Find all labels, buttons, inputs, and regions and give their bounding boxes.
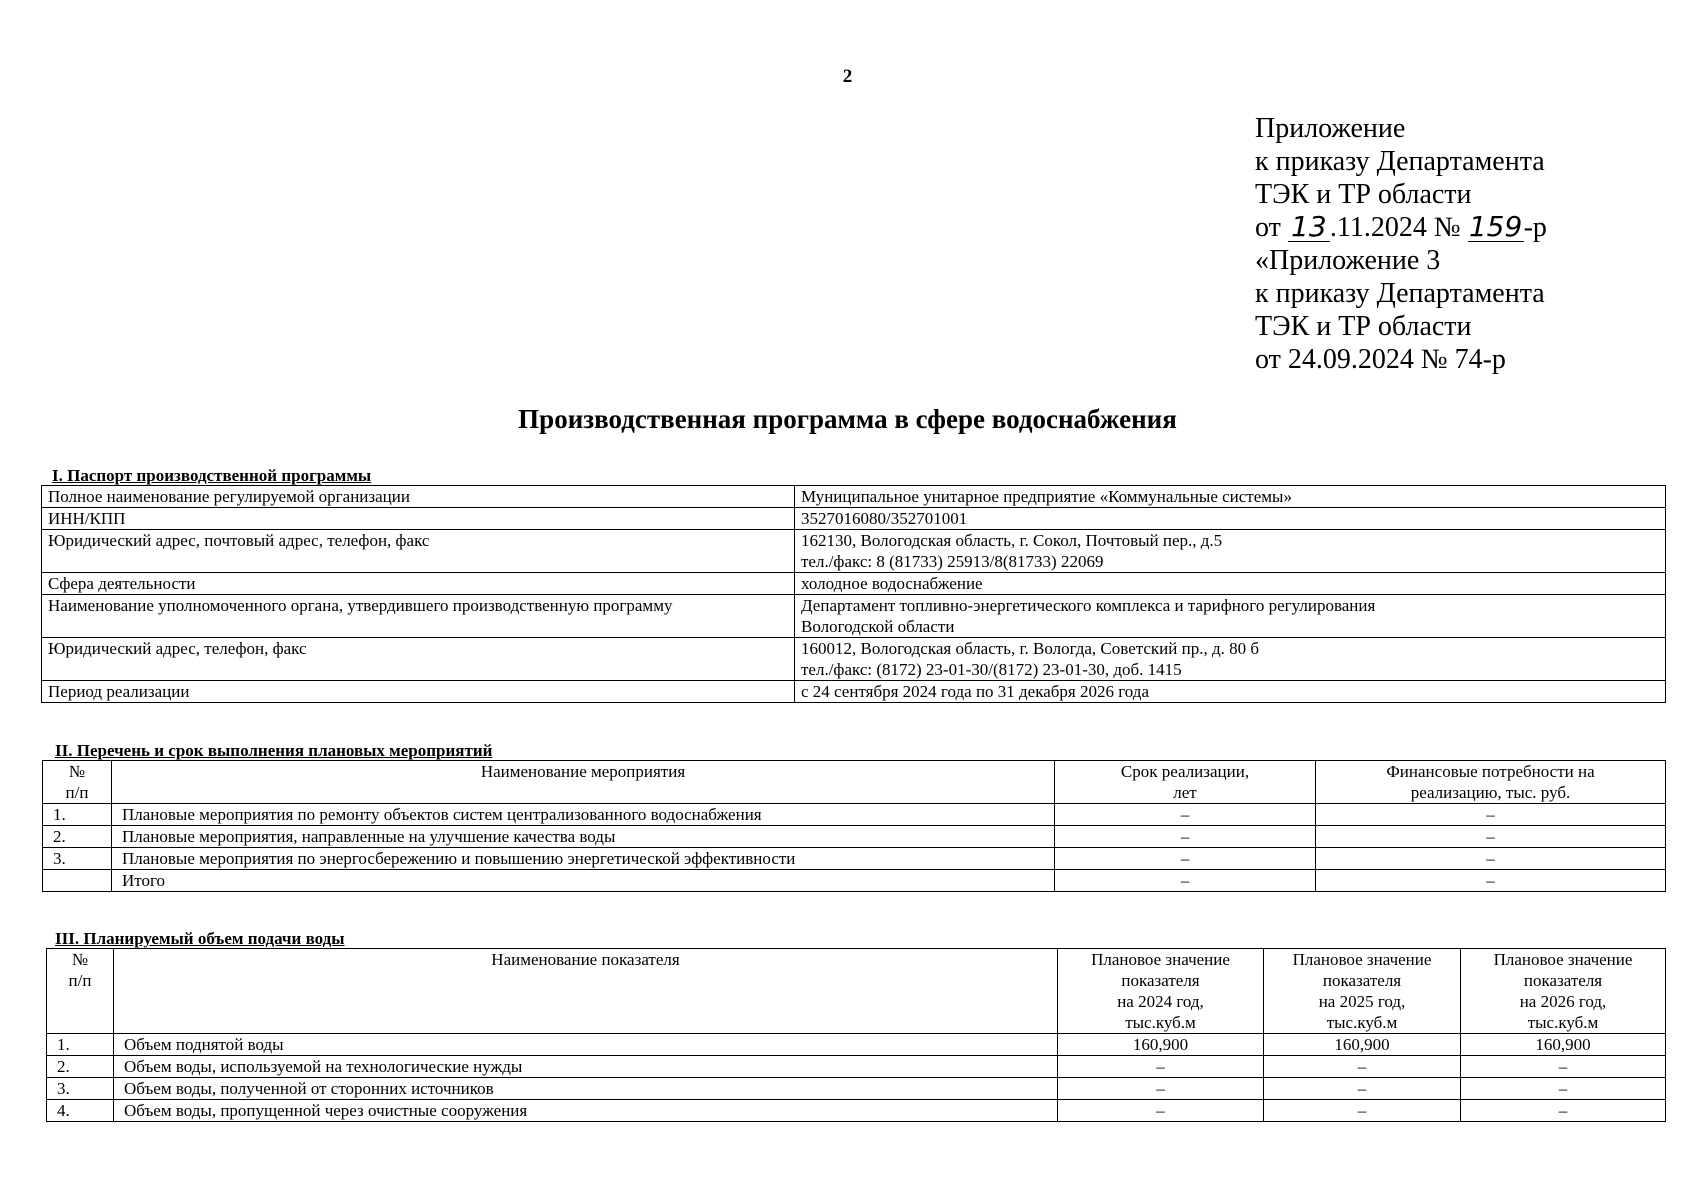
page-number: 2 [842, 66, 853, 87]
header-name: Наименование показателя [114, 949, 1058, 1034]
passport-value-line: 160012, Вологодская область, г. Вологда, Советский пр., д. 80 б [801, 639, 1260, 658]
row-value-2026: 160,900 [1461, 1034, 1666, 1056]
header-line: Плановое значение [1091, 950, 1230, 969]
row-value-2025: – [1264, 1078, 1461, 1100]
header-line: № [68, 762, 86, 781]
appendix-line: от 24.09.2024 № 74-р [1255, 344, 1506, 375]
header-2024 [1058, 949, 1264, 1034]
header-term [1055, 761, 1316, 804]
header-line: тыс.куб.м [1527, 1013, 1599, 1032]
table-header-row [43, 761, 1666, 804]
appendix-line: «Приложение 3 [1255, 245, 1441, 276]
row-name: Объем воды, используемой на технологические нужды [114, 1056, 1058, 1078]
row-name: Итого [112, 870, 1055, 892]
table-row [43, 870, 1666, 892]
order-date: .11.2024 № [1329, 212, 1461, 243]
row-num: 3. [47, 1078, 114, 1100]
passport-value: Муниципальное унитарное предприятие «Коммунальные системы» [795, 486, 1666, 508]
row-finance: – [1316, 848, 1666, 870]
row-value-2025: – [1264, 1056, 1461, 1078]
passport-value-line: тел./факс: (8172) 23-01-30/(8172) 23-01-30, доб. 1415 [801, 660, 1182, 679]
section-1-heading: I. Паспорт производственной программы [52, 466, 372, 485]
table-row [43, 804, 1666, 826]
passport-value [795, 530, 1666, 573]
row-term: – [1055, 826, 1316, 848]
row-value-2026: – [1461, 1100, 1666, 1122]
passport-label: Юридический адрес, почтовый адрес, телефон, факс [42, 530, 795, 573]
appendix-line: ТЭК и ТР области [1255, 179, 1472, 210]
passport-value-line: тел./факс: 8 (81733) 25913/8(81733) 22069 [801, 552, 1104, 571]
row-name: Объем воды, пропущенной через очистные сооружения [114, 1100, 1058, 1122]
row-finance: – [1316, 870, 1666, 892]
passport-label: Период реализации [42, 681, 795, 703]
passport-value-line: 162130, Вологодская область, г. Сокол, Почтовый пер., д.5 [801, 531, 1223, 550]
table-row [42, 486, 1666, 508]
row-name: Объем воды, полученной от сторонних источников [114, 1078, 1058, 1100]
passport-label: ИНН/КПП [42, 508, 795, 530]
header-line: п/п [65, 783, 89, 802]
header-line: на 2026 год, [1519, 992, 1607, 1011]
row-num [43, 870, 112, 892]
table-row [42, 530, 1666, 573]
table-row [42, 573, 1666, 595]
table-header-row [47, 949, 1666, 1034]
row-value-2024: – [1058, 1100, 1264, 1122]
handwritten-order-number: 159 [1468, 210, 1523, 243]
order-suffix: -р [1523, 212, 1547, 243]
header-line: п/п [68, 971, 92, 990]
header-num [43, 761, 112, 804]
section-2-heading: II. Перечень и срок выполнения плановых мероприятий [55, 741, 493, 760]
table-row [47, 1100, 1666, 1122]
header-line: на 2024 год, [1117, 992, 1204, 1011]
header-finance [1316, 761, 1666, 804]
row-name: Плановые мероприятия по ремонту объектов систем централизованного водоснабжения [112, 804, 1055, 826]
row-value-2026: – [1461, 1078, 1666, 1100]
table-row [42, 595, 1666, 638]
table-row [47, 1078, 1666, 1100]
header-line: лет [1173, 783, 1197, 802]
header-num [47, 949, 114, 1034]
row-num: 1. [43, 804, 112, 826]
document-title: Производственная программа в сфере водоснабжения [518, 404, 1177, 434]
row-finance: – [1316, 804, 1666, 826]
table-row [47, 1034, 1666, 1056]
row-value-2024: – [1058, 1078, 1264, 1100]
row-name: Объем поднятой воды [114, 1034, 1058, 1056]
row-value-2024: – [1058, 1056, 1264, 1078]
order-line [1255, 211, 1547, 244]
row-value-2026: – [1461, 1056, 1666, 1078]
order-prefix: от [1255, 212, 1281, 243]
header-name: Наименование мероприятия [112, 761, 1055, 804]
row-term: – [1055, 804, 1316, 826]
row-value-2024: 160,900 [1058, 1034, 1264, 1056]
header-line: Финансовые потребности на [1386, 762, 1595, 781]
header-line: тыс.куб.м [1125, 1013, 1196, 1032]
row-name: Плановые мероприятия по энергосбережению и повышению энергетической эффективности [112, 848, 1055, 870]
table-row [47, 1056, 1666, 1078]
table-row [42, 508, 1666, 530]
handwritten-order-day: 13 [1288, 213, 1330, 242]
passport-label: Полное наименование регулируемой организации [42, 486, 795, 508]
row-finance: – [1316, 826, 1666, 848]
row-value-2025: – [1264, 1100, 1461, 1122]
row-num: 1. [47, 1034, 114, 1056]
passport-value-line: Департамент топливно-энергетического комплекса и тарифного регулирования [801, 596, 1376, 615]
row-num: 2. [47, 1056, 114, 1078]
header-line: показателя [1523, 971, 1603, 990]
section-3-heading: III. Планируемый объем подачи воды [55, 929, 345, 948]
header-line: Срок реализации, [1120, 762, 1250, 781]
header-line: Плановое значение [1292, 950, 1432, 969]
passport-value [795, 638, 1666, 681]
passport-value-line: Вологодской области [801, 617, 955, 636]
passport-value: холодное водоснабжение [795, 573, 1666, 595]
passport-value [795, 595, 1666, 638]
row-term: – [1055, 870, 1316, 892]
header-line: на 2025 год, [1318, 992, 1406, 1011]
appendix-line: к приказу Департамента [1255, 146, 1545, 177]
row-num: 2. [43, 826, 112, 848]
header-line: показателя [1322, 971, 1402, 990]
row-num: 4. [47, 1100, 114, 1122]
measures-table [42, 760, 1666, 892]
row-term: – [1055, 848, 1316, 870]
row-name: Плановые мероприятия, направленные на улучшение качества воды [112, 826, 1055, 848]
table-row [43, 848, 1666, 870]
table-row [42, 681, 1666, 703]
appendix-line: Приложение [1255, 113, 1406, 144]
header-line: Плановое значение [1493, 950, 1633, 969]
row-num: 3. [43, 848, 112, 870]
header-2025 [1264, 949, 1461, 1034]
passport-label: Наименование уполномоченного органа, утвердившего производственную программу [42, 595, 795, 638]
water-volume-table [46, 948, 1666, 1122]
table-row [42, 638, 1666, 681]
header-line: показателя [1121, 971, 1200, 990]
header-2026 [1461, 949, 1666, 1034]
passport-label: Юридический адрес, телефон, факс [42, 638, 795, 681]
header-line: тыс.куб.м [1326, 1013, 1398, 1032]
appendix-line: к приказу Департамента [1255, 278, 1545, 309]
passport-value: с 24 сентября 2024 года по 31 декабря 2026 года [795, 681, 1666, 703]
header-line: № [71, 950, 89, 969]
appendix-line: ТЭК и ТР области [1255, 311, 1472, 342]
passport-table [41, 485, 1666, 703]
passport-value: 3527016080/352701001 [795, 508, 1666, 530]
row-value-2025: 160,900 [1264, 1034, 1461, 1056]
appendix-block [1255, 112, 1547, 376]
table-row [43, 826, 1666, 848]
header-line: реализацию, тыс. руб. [1410, 783, 1571, 802]
passport-label: Сфера деятельности [42, 573, 795, 595]
